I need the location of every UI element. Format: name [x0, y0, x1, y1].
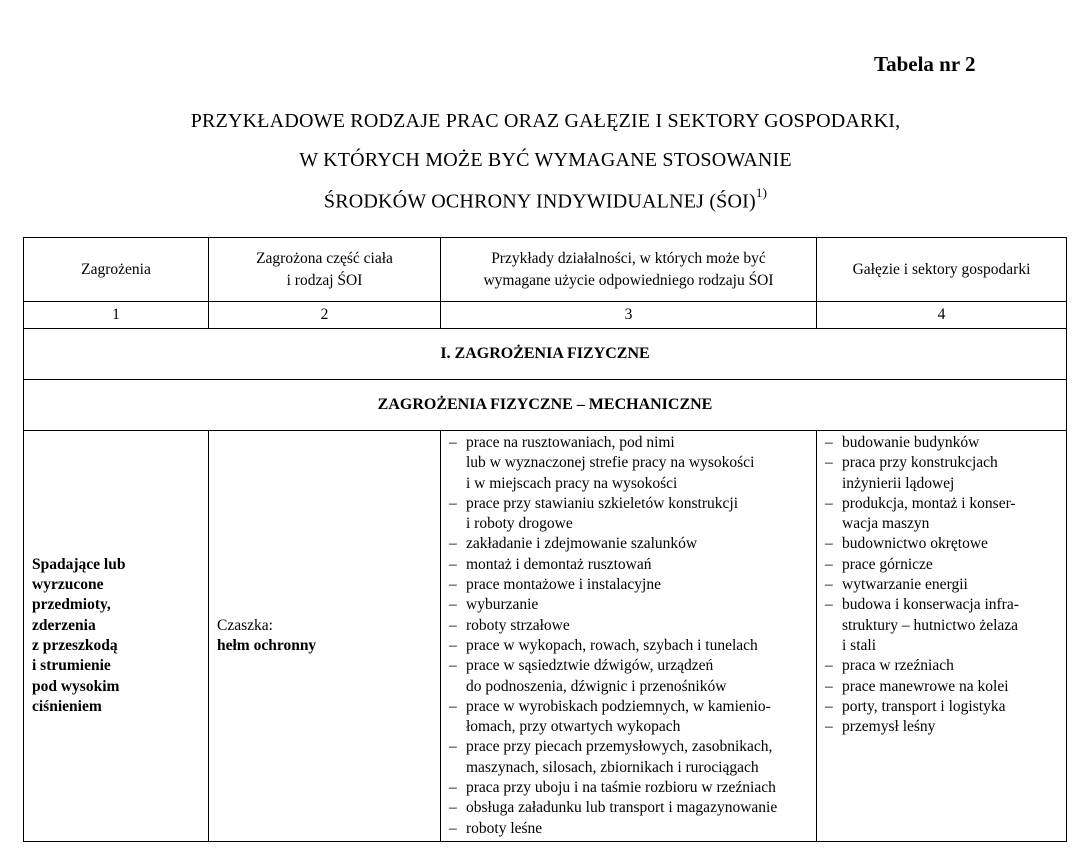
activity-item-line: – prace w sąsiedztwie dźwigów, urządzeń	[466, 657, 714, 675]
activity-item-line: do podnoszenia, dźwignic i przenośników	[466, 677, 727, 695]
sector-item	[825, 575, 1062, 595]
column-number: 3	[441, 302, 817, 329]
activity-item	[449, 433, 812, 494]
title-line-3	[0, 185, 1091, 214]
header-activities	[441, 238, 817, 302]
sectors-cell	[817, 431, 1067, 842]
sector-item	[825, 656, 1062, 676]
activity-item-line: – prace przy piecach przemysłowych, zasobnikach,	[466, 738, 773, 756]
title-footnote-marker: 1)	[755, 185, 768, 200]
header-body-part	[209, 238, 441, 302]
header-row	[24, 238, 1067, 302]
column-number: 1	[24, 302, 209, 329]
activity-item	[449, 575, 812, 595]
sector-item-line: inżynierii lądowej	[842, 474, 955, 492]
sector-item-line: – porty, transport i logistyka	[842, 697, 1006, 715]
activity-item	[449, 819, 812, 839]
activity-item	[449, 737, 812, 778]
header-hazards: Zagrożenia	[24, 238, 209, 302]
activity-item	[449, 616, 812, 636]
title-line-1: PRZYKŁADOWE RODZAJE PRAC ORAZ GAŁĘZIE I SEKTORY GOSPODARKI,	[190, 110, 901, 132]
sector-item	[825, 697, 1062, 717]
header-activities-line-1: Przykłady działalności, w których może być	[491, 249, 766, 267]
sector-item	[825, 433, 1062, 453]
subsection-row	[24, 380, 1067, 431]
sectors-list	[817, 431, 1066, 739]
hazard-cell	[24, 431, 209, 842]
column-number: 2	[209, 302, 441, 329]
activity-item	[449, 494, 812, 535]
section-row	[24, 329, 1067, 380]
activity-item	[449, 798, 812, 818]
activity-item-line: – roboty leśne	[466, 819, 543, 837]
body-part-cell	[209, 431, 441, 842]
activity-item-line: łomach, przy otwartych wykopach	[466, 718, 681, 736]
activity-item	[449, 555, 812, 575]
column-number-row	[24, 302, 1067, 329]
activity-item-line: i roboty drogowe	[466, 515, 573, 533]
activity-item	[449, 534, 812, 554]
activity-item-line: lub w wyznaczonej strefie pracy na wysokości	[466, 454, 755, 472]
sector-item-line: – praca przy konstrukcjach	[842, 454, 998, 472]
ppe-label: hełm ochronny	[217, 636, 317, 654]
header-activities-line-2: wymagane użycie odpowiedniego rodzaju ŚOI	[483, 271, 774, 289]
sector-item-line: – przemysł leśny	[842, 718, 936, 736]
sector-item	[825, 555, 1062, 575]
sector-item-line: struktury – hutnictwo żelaza	[842, 616, 1019, 634]
hazard-line: pod wysokim	[32, 677, 120, 695]
activity-item-line: maszynach, silosach, zbiornikach i rurociągach	[466, 758, 759, 776]
sector-item	[825, 717, 1062, 737]
title-line-2: W KTÓRYCH MOŻE BYĆ WYMAGANE STOSOWANIE	[299, 149, 792, 171]
sector-item-line: – wytwarzanie energii	[842, 576, 968, 594]
sector-item-line: – prace manewrowe na kolei	[842, 677, 1009, 695]
activities-list	[441, 431, 816, 841]
sector-item	[825, 677, 1062, 697]
table-row	[24, 431, 1067, 842]
activity-item-line: – obsługa załadunku lub transport i magazynowanie	[466, 799, 778, 817]
sector-item-line: wacja maszyn	[842, 515, 930, 533]
title-line-3-text: ŚRODKÓW OCHRONY INDYWIDUALNEJ (ŚOI)	[323, 190, 756, 213]
sector-item-line: – prace górnicze	[842, 555, 933, 573]
header-sectors: Gałęzie i sektory gospodarki	[817, 238, 1067, 302]
hazard-line: zderzenia	[32, 616, 96, 634]
hazard-line: ciśnieniem	[32, 697, 102, 715]
activities-cell	[441, 431, 817, 842]
hazard-line: przedmioty,	[32, 596, 111, 614]
sector-item-line: – budownictwo okrętowe	[842, 535, 988, 553]
activity-item-line: – praca przy uboju i na taśmie rozbioru w rzeźniach	[466, 779, 776, 797]
activity-item-line: – prace w wykopach, rowach, szybach i tunelach	[466, 636, 758, 654]
hazard-line: Spadające lub	[32, 555, 126, 573]
sector-item	[825, 595, 1062, 656]
activity-item	[449, 697, 812, 738]
activity-item	[449, 636, 812, 656]
sector-item	[825, 534, 1062, 554]
hazard-line: i strumienie	[32, 657, 111, 675]
activity-item-line: – prace na rusztowaniach, pod nimi	[466, 434, 675, 451]
activity-item-line: – prace w wyrobiskach podziemnych, w kamienio-	[466, 697, 771, 715]
subsection-heading: ZAGROŻENIA FIZYCZNE – MECHANICZNE	[24, 380, 1067, 431]
sector-item	[825, 494, 1062, 535]
activity-item-line: – montaż i demontaż rusztowań	[466, 555, 652, 573]
sector-item-line: – praca w rzeźniach	[842, 657, 954, 675]
header-body-part-line-1: Zagrożona część ciała	[256, 249, 393, 267]
ppe-table	[23, 237, 1067, 842]
activity-item-line: – wyburzanie	[466, 596, 539, 614]
sector-item-line: – produkcja, montaż i konser-	[842, 494, 1016, 512]
activity-item-line: – prace montażowe i instalacyjne	[466, 576, 661, 594]
activity-item	[449, 778, 812, 798]
activity-item-line: – roboty strzałowe	[466, 616, 570, 634]
sector-item	[825, 453, 1062, 494]
hazard-line: wyrzucone	[32, 576, 104, 594]
activity-item	[449, 595, 812, 615]
activity-item	[449, 656, 812, 697]
table-number: Tabela nr 2	[874, 52, 976, 76]
activity-item-line: i w miejscach pracy na wysokości	[466, 474, 678, 492]
sector-item-line: – budowa i konserwacja infra-	[842, 596, 1019, 614]
hazard-line: z przeszkodą	[32, 636, 118, 654]
sector-item-line: i stali	[842, 636, 877, 654]
activity-item-line: – zakładanie i zdejmowanie szalunków	[466, 535, 698, 553]
sector-item-line: – budowanie budynków	[842, 434, 980, 451]
column-number: 4	[817, 302, 1067, 329]
body-part-label: Czaszka:	[217, 616, 273, 634]
activity-item-line: – prace przy stawianiu szkieletów konstrukcji	[466, 494, 739, 512]
header-body-part-line-2: i rodzaj ŚOI	[286, 271, 363, 289]
section-heading: I. ZAGROŻENIA FIZYCZNE	[24, 329, 1067, 380]
